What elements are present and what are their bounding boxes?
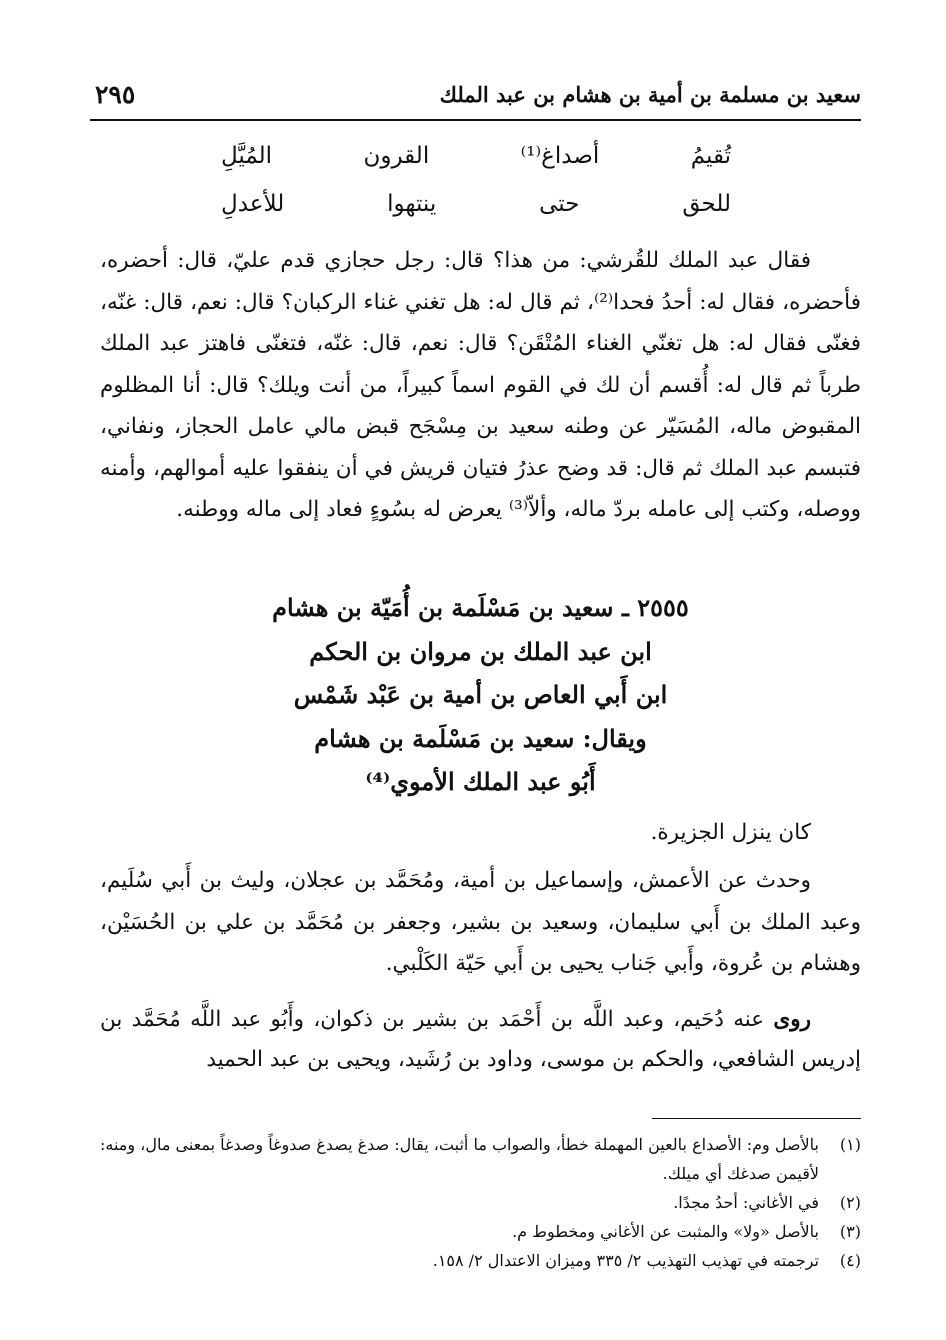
footnote-number: (٣) [839, 1222, 861, 1241]
footnote-text: ترجمته في تهذيب التهذيب ٢/ ٣٣٥ وميزان الاعتدال ٢/ ١٥٨. [432, 1251, 819, 1270]
page-header [95, 80, 861, 116]
verse-line-1: تُقيمُ أصداغ⁽¹⁾ القرون المُيَّلِ [221, 143, 732, 169]
paragraph-narrated-by [100, 1000, 861, 1080]
narrated-by-text: عنه دُحَيم، وعبد اللَّه بن أَحْمَد بن بشير بن ذكوان، وأَبُو عبد اللَّه مُحَمَّد بن إدريس الشافعي، والحكم بن موسى، وداود بن رُشَيد، ويحيى بن عبد الحميد [100, 1007, 861, 1072]
footnote-text: بالأصل «ولا» والمثبت عن الأغاني ومخطوط م. [512, 1222, 819, 1241]
paragraph-anecdote: فقال عبد الملك للقُرشي: من هذا؟ قال: رجل حجازي قدم عليّ، قال: أحضره، فأحضره، فقال له: أحدُ فحدا⁽²⁾، ثم قال له: هل تغني غناء الركبان؟ قال: نعم، قال: غنّه، فغنّى فقال له: هل تغنّي الغناء المُتْقَن؟ قال: نعم، قال: غنّه، فتغنّى فاهتز عبد الملك طرباً ثم قال له: أُقسم أن لك في القوم اسماً كبيراً، من أنت ويلك؟ قال: أنا المظلوم المقبوض ماله، المُسَيّر عن وطنه سعيد بن مِسْجَح قبض مالي عامل الحجاز، ونفاني، فتبسم عبد الملك ثم قال: قد وضح عذرُ فتيان قريش في أن ينفقوا عليه أموالهم، وأمنه ووصله، وكتب إلى عامله بردّ ماله، وألاّ⁽³⁾ يعرض له بسُوءٍ فعاد إلى ماله ووطنه. [100, 248, 861, 522]
narrated-by-lead: روى [773, 1007, 811, 1032]
paragraph-narrated-from: وحدث عن الأعمش، وإسماعيل بن أمية، ومُحَمَّد بن عجلان، وليث بن أَبي سُلَيم، وعبد الملك بن أَبي سليمان، وسعيد بن بشير، وجعفر بن مُحَمَّد بن علي بن الحُسَيْن، وهشام بن عُروة، وأَبي جَناب يحيى بن أَبي حَيّة الكَلْبي. [100, 868, 861, 976]
footnote-text: في الأغاني: أحدُ مجدًا. [673, 1193, 819, 1212]
footnote-number: (٤) [839, 1251, 861, 1270]
page-number: ٢٩٥ [95, 80, 136, 109]
entry-heading [100, 586, 861, 804]
footnote-number: (٢) [839, 1193, 861, 1212]
entry-heading-line-3: ابن أَبي العاص بن أمية بن عَبْد شَمْس [293, 680, 668, 709]
footnote-4 [100, 1246, 861, 1275]
entry-heading-line-2: ابن عبد الملك بن مروان بن الحكم [309, 636, 652, 666]
entry-heading-line-4: ويقال: سعيد بن مَسْلَمة بن هشام [314, 723, 647, 753]
entry-heading-line-5: أَبُو عبد الملك الأموي⁽⁴⁾ [365, 767, 596, 796]
footnote-2 [100, 1188, 861, 1217]
footnote-text: بالأصل وم: الأصداع بالعين المهملة خطأ، والصواب ما أثبت، يقال: صدغ يصدغ صدوغاً وصدغاً بمعنى مال، ومنه: لأقيمن صدغك أي ميلك. [100, 1135, 819, 1183]
paragraph-residence: كان ينزل الجزيرة. [650, 820, 811, 845]
footnote-1 [100, 1130, 861, 1188]
footnote-3 [100, 1217, 861, 1246]
verse-line-2: للحق حتى ينتهوا للأعدلِ [221, 191, 731, 217]
header-divider [90, 119, 861, 121]
footnote-number: (١) [839, 1135, 861, 1154]
footnote-divider [652, 1118, 861, 1119]
entry-heading-line-1: ٢٥٥٥ ـ سعيد بن مَسْلَمة بن أُمَيّة بن هشام [272, 593, 689, 622]
footnotes [100, 1130, 861, 1275]
running-title: سعيد بن مسلمة بن أمية بن هشام بن عبد الملك [439, 82, 861, 107]
